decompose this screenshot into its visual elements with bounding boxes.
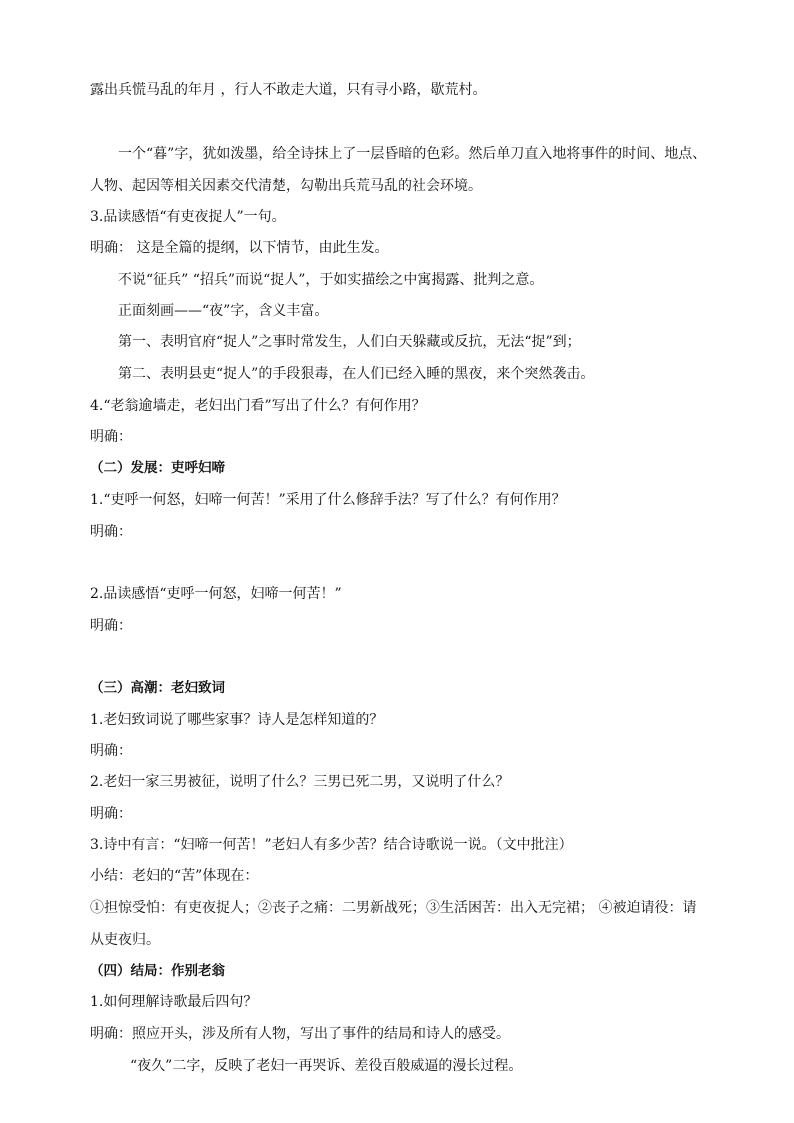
question-heading: 4.“老翁逾墙走，老妇出门看”写出了什么？有何作用？ <box>90 398 426 414</box>
text-line: 露出兵慌马乱的年月 ，行人不敢走大道，只有寻小路，歇荒村。 <box>90 82 487 98</box>
answer-line: 明确：照应开头，涉及所有人物，写出了事件的结局和诗人的感受。 <box>90 1026 510 1042</box>
question-heading: 2.品读感悟“吏呼一何怒，妇啼一何苦！” <box>90 586 342 602</box>
text-line: “夜久”二字，反映了老妇一再哭诉、差役百般威逼的漫长过程。 <box>130 1058 523 1074</box>
section-heading: （二）发展：吏呼妇啼 <box>90 460 225 476</box>
text-line: 第二、表明县吏“捉人”的手段狠毒，在人们已经入睡的黑夜，来个突然袭击。 <box>118 366 595 382</box>
text-line: 人物、起因等相关因素交代清楚，勾勒出兵荒马乱的社会环境。 <box>90 178 482 194</box>
answer-line: 明确： 这是全篇的提纲，以下情节，由此生发。 <box>90 240 389 256</box>
question-heading: 1.如何理解诗歌最后四句？ <box>90 994 258 1010</box>
answer-line: 明确： <box>90 743 132 759</box>
question-heading: 1.“吏呼一何怒，妇啼一何苦！”采用了什么修辞手法？写了什么？有何作用？ <box>90 492 566 508</box>
section-heading: （四）结局：作别老翁 <box>90 963 225 979</box>
text-line: 正面刻画——“夜”字，含义丰富。 <box>118 303 329 319</box>
text-line: 不说“征兵” “招兵”而说“捉人”，于如实描绘之中寓揭露、批判之意。 <box>118 272 544 288</box>
summary-line: 小结：老妇的“苦”体现在： <box>90 868 259 884</box>
answer-line: 明确： <box>90 524 132 540</box>
text-line: 第一、表明官府“捉人”之事时常发生，人们白天躲藏或反抗，无法“捉”到； <box>118 334 581 350</box>
answer-line: 明确： <box>90 618 132 634</box>
text-line: 从吏夜归。 <box>90 932 160 948</box>
question-heading: 2.老妇一家三男被征，说明了什么？三男已死二男，又说明了什么？ <box>90 774 510 790</box>
text-line: ①担惊受怕：有吏夜捉人；②丧子之痛：二男新战死；③生活困苦：出入无完裙； ④被迫请役：请 <box>90 900 697 916</box>
question-heading: 3.品读感悟“有吏夜捉人”一句。 <box>90 209 286 225</box>
section-heading: （三）高潮：老妇致词 <box>90 680 225 696</box>
answer-line: 明确： <box>90 429 132 445</box>
text-line: 一个“暮”字，犹如泼墨，给全诗抹上了一层昏暗的色彩。然后单刀直入地将事件的时间、地点、 <box>118 146 707 162</box>
answer-line: 明确： <box>90 806 132 822</box>
question-heading: 3.诗中有言：“妇啼一何苦！”老妇人有多少苦？结合诗歌说一说。（文中批注） <box>90 837 573 853</box>
question-heading: 1.老妇致词说了哪些家事？诗人是怎样知道的？ <box>90 712 384 728</box>
